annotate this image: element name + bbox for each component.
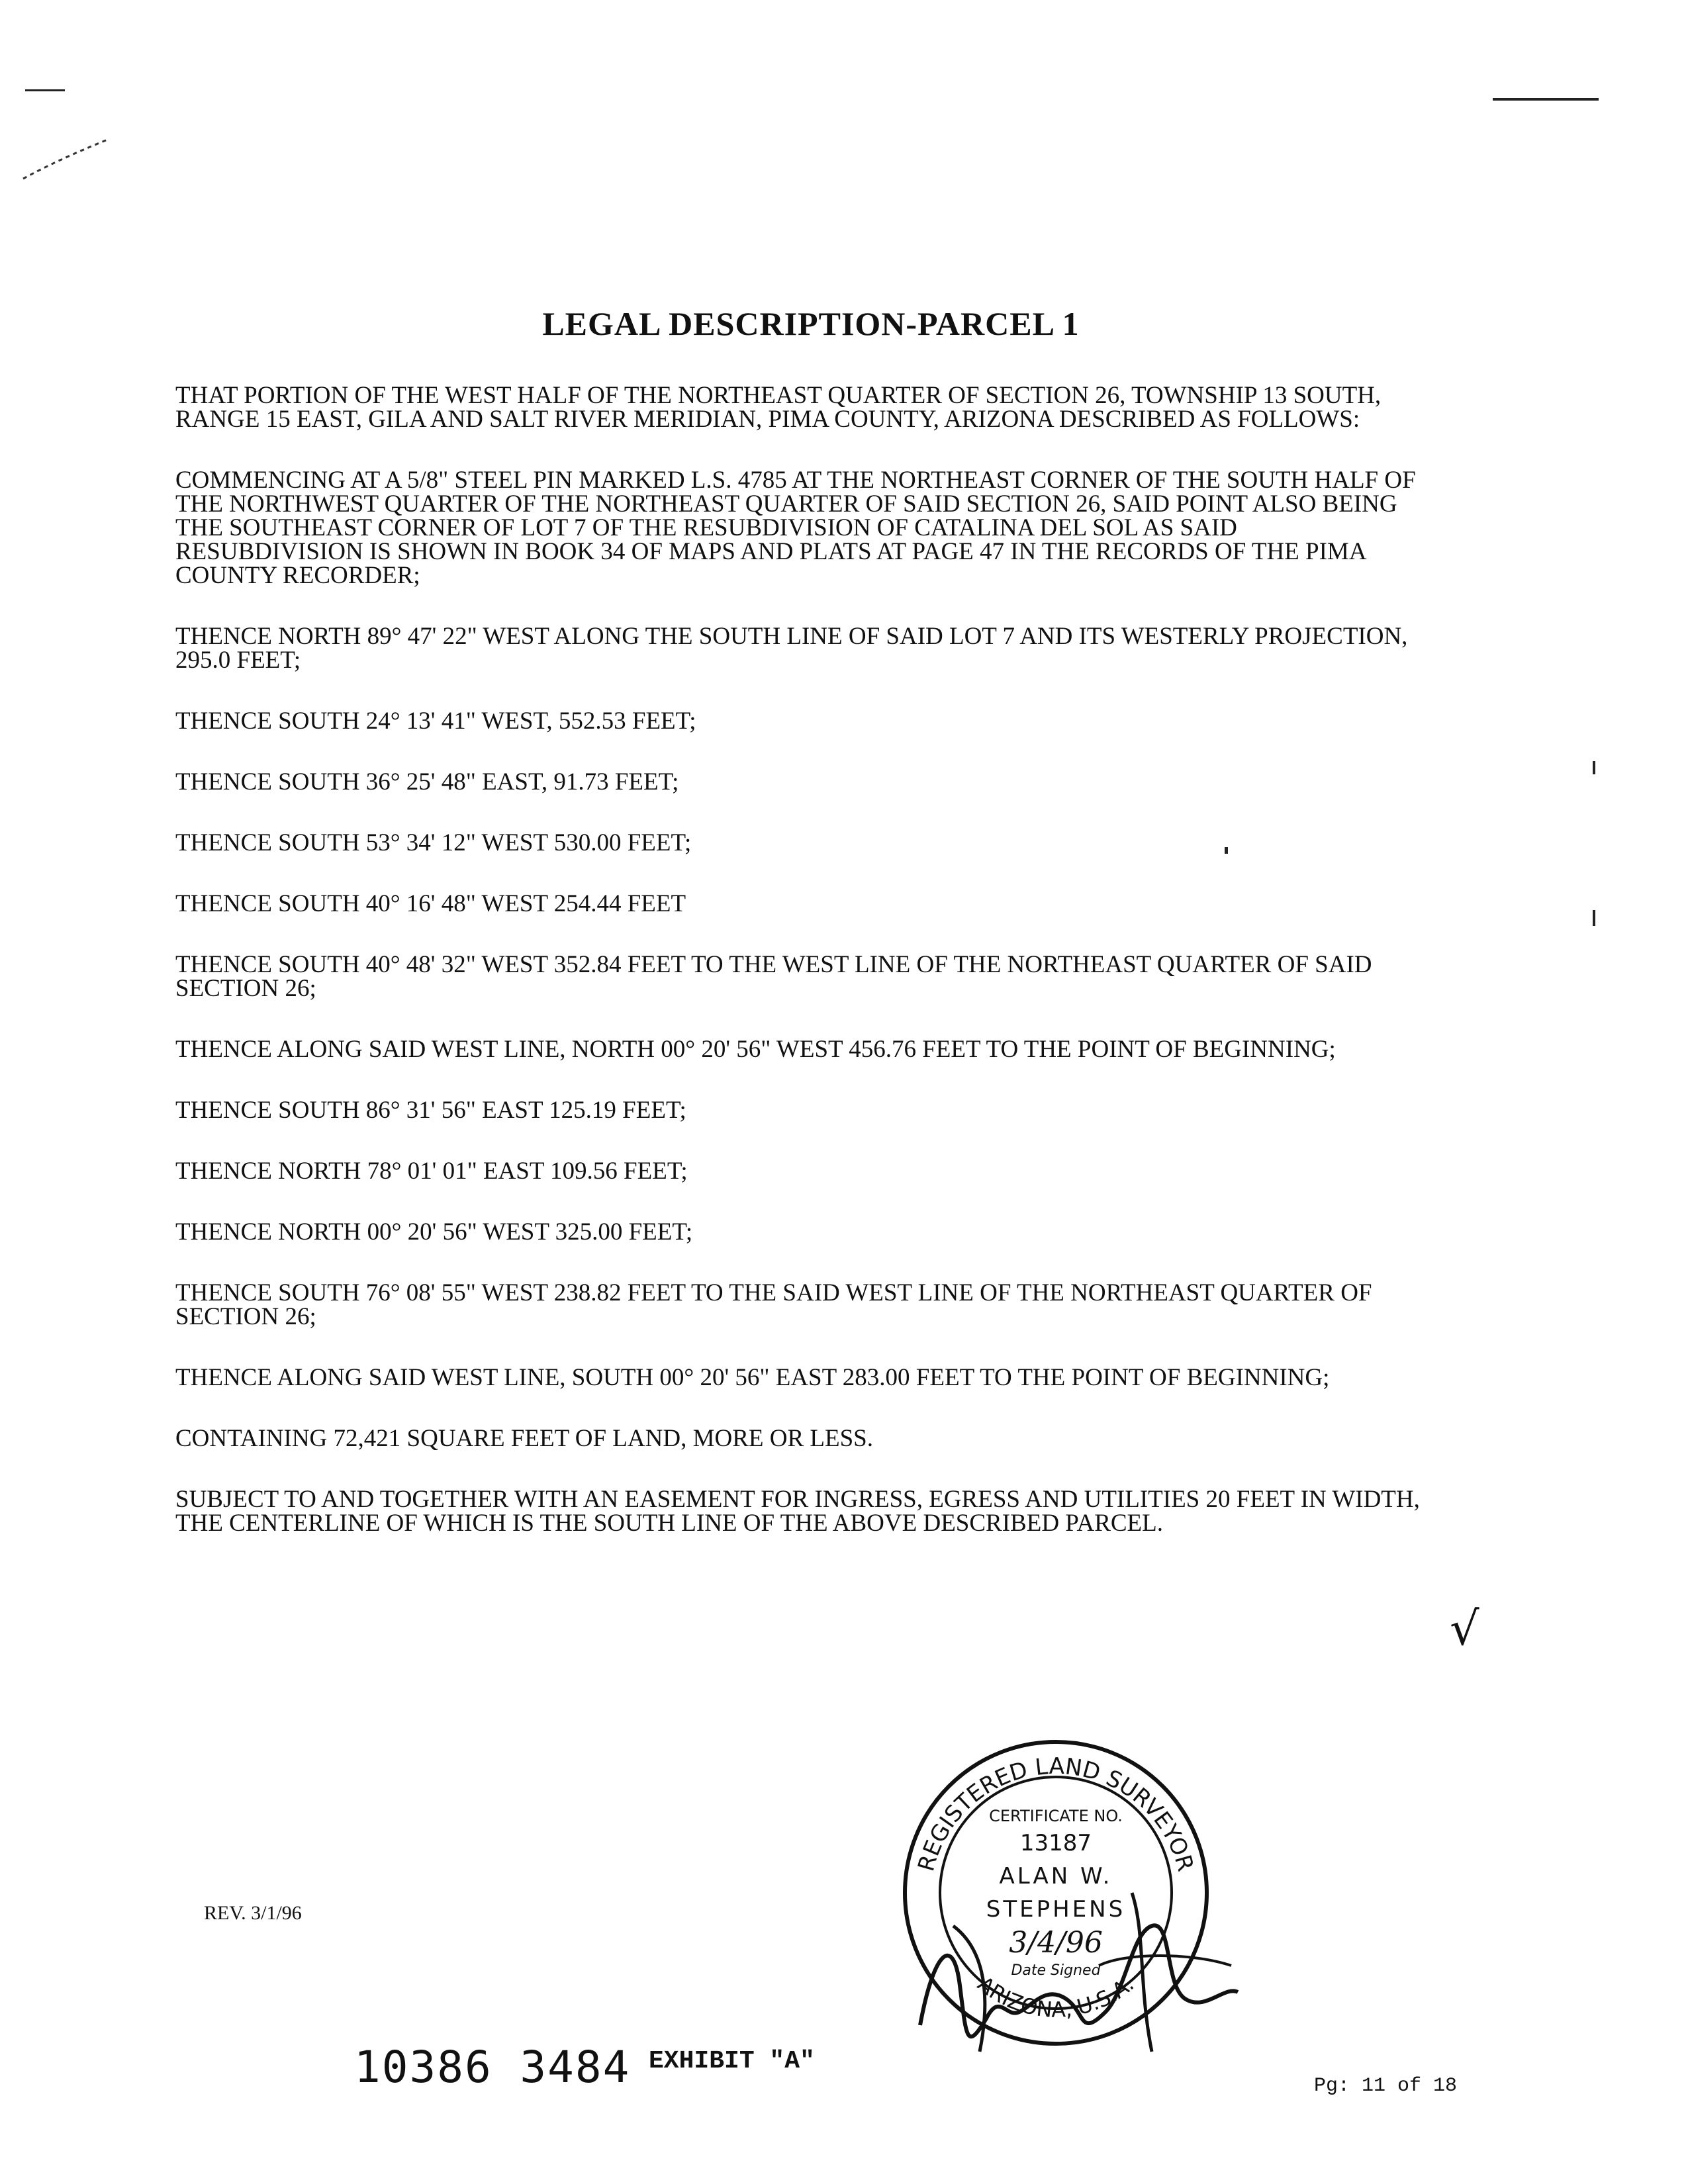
paragraph-course-5: THENCE SOUTH 40° 16' 48" WEST 254.44 FEET <box>175 890 686 917</box>
signature-icon <box>914 1853 1244 2065</box>
paragraph-course-6: THENCE SOUTH 40° 48' 32" WEST 352.84 FEET TO THE WEST LINE OF THE NORTHEAST QUARTER OF SAID SECTION 26; <box>175 951 1378 1002</box>
scan-dot-right-1 <box>1593 761 1595 774</box>
paragraph-point-of-beginning: THENCE ALONG SAID WEST LINE, NORTH 00° 20' 56" WEST 456.76 FEET TO THE POINT OF BEGINNING; <box>175 1036 1336 1063</box>
paragraph-area: CONTAINING 72,421 SQUARE FEET OF LAND, MORE OR LESS. <box>175 1425 873 1452</box>
legal-description-body <box>175 382 1426 1572</box>
page-indicator: Pg: 11 of 18 <box>1314 2075 1458 2097</box>
paragraph-course-10: THENCE SOUTH 76° 08' 55" WEST 238.82 FEET TO THE SAID WEST LINE OF THE NORTHEAST QUARTER OF SECTION 26; <box>175 1279 1378 1330</box>
scan-stroke-top-left <box>20 132 113 185</box>
paragraph-closing-course: THENCE ALONG SAID WEST LINE, SOUTH 00° 20' 56" EAST 283.00 FEET TO THE POINT OF BEGINNING; <box>175 1364 1330 1391</box>
paragraph-course-9: THENCE NORTH 00° 20' 56" WEST 325.00 FEET; <box>175 1218 693 1246</box>
page-title: LEGAL DESCRIPTION-PARCEL 1 <box>542 305 1080 342</box>
seal-name-line2: STEPHENS <box>986 1896 1126 1923</box>
paragraph-course-4: THENCE SOUTH 53° 34' 12" WEST 530.00 FEET; <box>175 829 692 856</box>
paragraph-course-8: THENCE NORTH 78° 01' 01" EAST 109.56 FEET; <box>175 1158 688 1185</box>
scan-mark-top-right <box>1493 98 1599 101</box>
paragraph-course-2: THENCE SOUTH 24° 13' 41" WEST, 552.53 FEET; <box>175 707 696 735</box>
seal-cert-label: CERTIFICATE NO. <box>989 1807 1123 1825</box>
paragraph-course-1: THENCE NORTH 89° 47' 22" WEST ALONG THE SOUTH LINE OF SAID LOT 7 AND ITS WESTERLY PROJECTION, 295.0 FEET; <box>175 623 1414 674</box>
paragraph-intro: THAT PORTION OF THE WEST HALF OF THE NORTHEAST QUARTER OF SECTION 26, TOWNSHIP 13 SOUTH, RANGE 15 EAST, GILA AND SALT RIVER MERIDIAN, PIMA COUNTY, ARIZONA DESCRIBED AS FOLLOWS: <box>175 382 1387 433</box>
scan-mark-top-left <box>25 89 65 91</box>
revision-date: REV. 3/1/96 <box>204 1902 302 1924</box>
seal-state-text: ARIZONA, U.S.A. <box>972 1971 1139 2023</box>
seal-name-line1: ALAN W. <box>999 1863 1113 1889</box>
seal-date-signed: 3/4/96 <box>1009 1926 1103 1960</box>
paragraph-course-7: THENCE SOUTH 86° 31' 56" EAST 125.19 FEET; <box>175 1097 686 1124</box>
paragraph-easement: SUBJECT TO AND TOGETHER WITH AN EASEMENT FOR INGRESS, EGRESS AND UTILITIES 20 FEET IN WIDTH, THE CENTERLINE OF WHICH IS THE SOUTH LINE OF THE ABOVE DESCRIBED PARCEL. <box>175 1486 1426 1537</box>
check-mark-icon: √ <box>1450 1602 1479 1656</box>
paragraph-commencing: COMMENCING AT A 5/8" STEEL PIN MARKED L.S. 4785 AT THE NORTHEAST CORNER OF THE SOUTH HALF OF THE NORTHWEST QUARTER OF THE NORTHEAST QUARTER OF SAID SECTION 26, SAID POINT ALSO BEING THE SOUTHEAST CORNER OF LOT 7 OF THE RESUBDIVISION OF CATALINA DEL SOL AS SAID RESUBDIVISION IS SHOWN IN BOOK 34 OF MAPS AND PLATS AT PAGE 47 IN THE RECORDS OF THE PIMA COUNTY RECORDER; <box>175 467 1422 589</box>
paragraph-course-3: THENCE SOUTH 36° 25' 48" EAST, 91.73 FEET; <box>175 768 679 796</box>
seal-date-label: Date Signed <box>1011 1962 1101 1979</box>
exhibit-label: EXHIBIT "A" <box>649 2047 815 2075</box>
scan-dot-right-2 <box>1593 910 1595 926</box>
scan-dot-right-3 <box>1225 847 1228 854</box>
seal-outer-text: REGISTERED LAND SURVEYOR <box>913 1752 1199 1874</box>
seal-cert-number: 13187 <box>1019 1830 1092 1856</box>
document-number: 10386 3484 <box>354 2042 631 2093</box>
